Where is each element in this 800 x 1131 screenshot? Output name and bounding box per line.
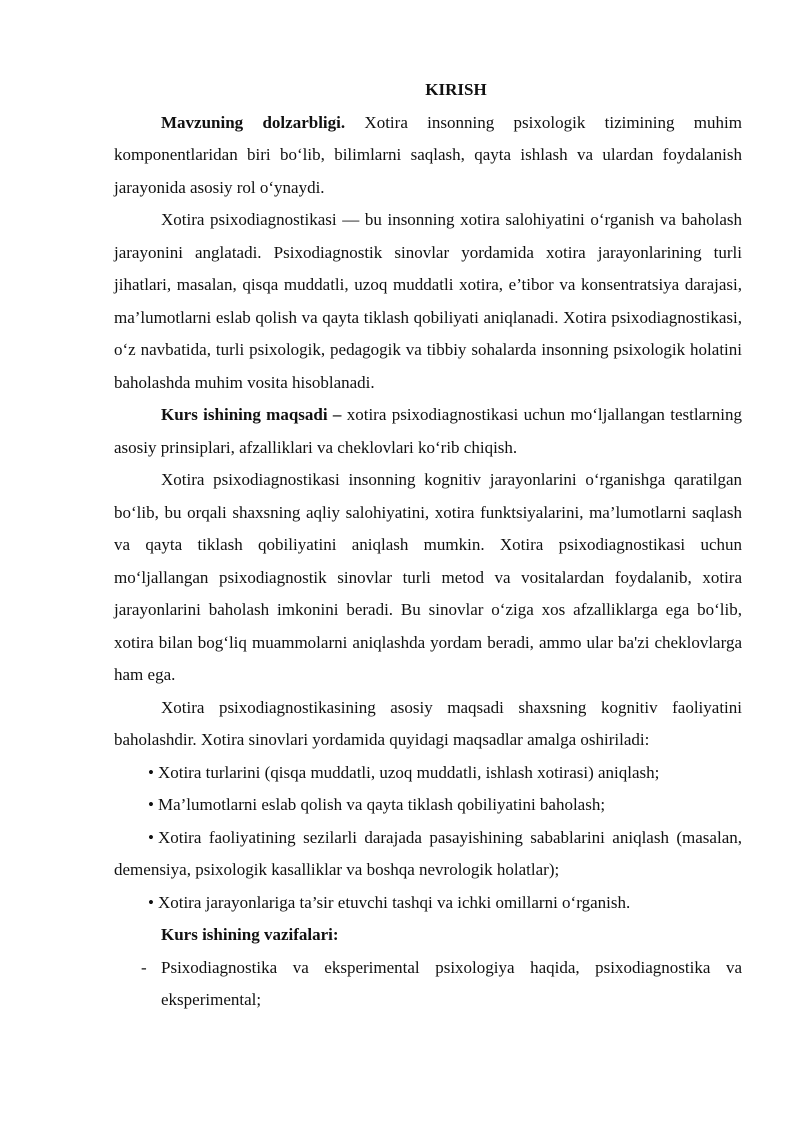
goal-lead: Kurs ishining maqsadi – [161, 405, 342, 424]
list-item [114, 887, 742, 920]
list-item [114, 757, 742, 790]
paragraph-main-goal: Xotira psixodiagnostikasining asosiy maqsadi shaxsning kognitiv faoliyatini baholashdir. Xotira sinovlari yordamida quyidagi maqsadlar amalga oshiriladi: [114, 697, 742, 749]
bullet-icon: • [148, 795, 154, 814]
list-item-text: Xotira jarayonlariga ta’sir etuvchi tashqi va ichki omillarni o‘rganish. [157, 892, 631, 912]
bullet-icon: • [148, 762, 154, 782]
list-item [114, 822, 742, 887]
list-item [114, 789, 742, 822]
list-item-text: Xotira turlarini (qisqa muddatli, uzoq muddatli, ishlash xotirasi) aniqlash; [157, 762, 660, 782]
goal-text: xotira psixodiagnostikasi uchun mo‘ljallangan testlarning asosiy prinsiplari, afzalliklari va cheklovlari ko‘rib chiqish. [114, 405, 742, 457]
list-item-text: Xotira faoliyatining sezilarli darajada pasayishining sabablarini aniqlash (masalan, demensiya, psixologik kasalliklar va boshqa nevrologik holatlar); [114, 827, 742, 879]
document-body [114, 74, 742, 1017]
bullet-icon: • [148, 892, 154, 912]
paragraph-relevance [114, 107, 742, 205]
task-item [114, 952, 742, 1017]
tasks-heading-line [114, 919, 742, 952]
paragraph-goal [114, 399, 742, 464]
list-item-text: Ma’lumotlarni eslab qolish va qayta tiklash qobiliyatini baholash; [157, 795, 606, 814]
tasks-heading: Kurs ishining vazifalari: [161, 925, 339, 944]
dash-icon: - [141, 957, 147, 977]
paragraph-cognitive: Xotira psixodiagnostikasi insonning kognitiv jarayonlarini o‘rganishga qaratilgan bo‘lib, bu orqali shaxsning aqliy salohiyatini, xotira funktsiyalarini, ma’lumotlarni saqlash va qayta tiklash qobiliyatini aniqlash mumkin. Xotira psixodiagnostikasi uchun mo‘ljallangan psixodiagnostik sinovlar turli metod va vositalardan foydalanib, xotira jarayonlarini baholash imkonini beradi. Bu sinovlar o‘ziga xos afzalliklarga ega bo‘lib, xotira bilan bog‘liq muammolarni aniqlashda yordam beradi, ammo ular ba'zi cheklovlarga ham ega. [114, 470, 742, 684]
bullet-icon: • [148, 827, 154, 847]
relevance-lead: Mavzuning dolzarbligi. [161, 112, 346, 132]
paragraph-definition: Xotira psixodiagnostikasi — bu insonning xotira salohiyatini o‘rganish va baholash jarayonini anglatadi. Psixodiagnostik sinovlar yordamida xotira jarayonlarining turli jihatlari, masalan, qisqa muddatli, uzoq muddatli xotira, e’tibor va konsentratsiya darajasi, ma’lumotlarni eslab qolish va qayta tiklash qobiliyati aniqlanadi. Xotira psixodiagnostikasi, o‘z navbatida, turli psixologik, pedagogik va tibbiy sohalarda insonning psixologik holatini baholashda muhim vosita hisoblanadi. [114, 210, 742, 392]
relevance-text: Xotira insonning psixologik tizimining muhim komponentlaridan biri bo‘lib, bilimlarni saqlash, qayta ishlash va ulardan foydalanish jarayonida asosiy rol o‘ynaydi. [114, 112, 742, 197]
task-item-text: Psixodiagnostika va eksperimental psixologiya haqida, psixodiagnostika va eksperimental; [161, 957, 742, 1009]
section-title: KIRISH [425, 80, 487, 99]
